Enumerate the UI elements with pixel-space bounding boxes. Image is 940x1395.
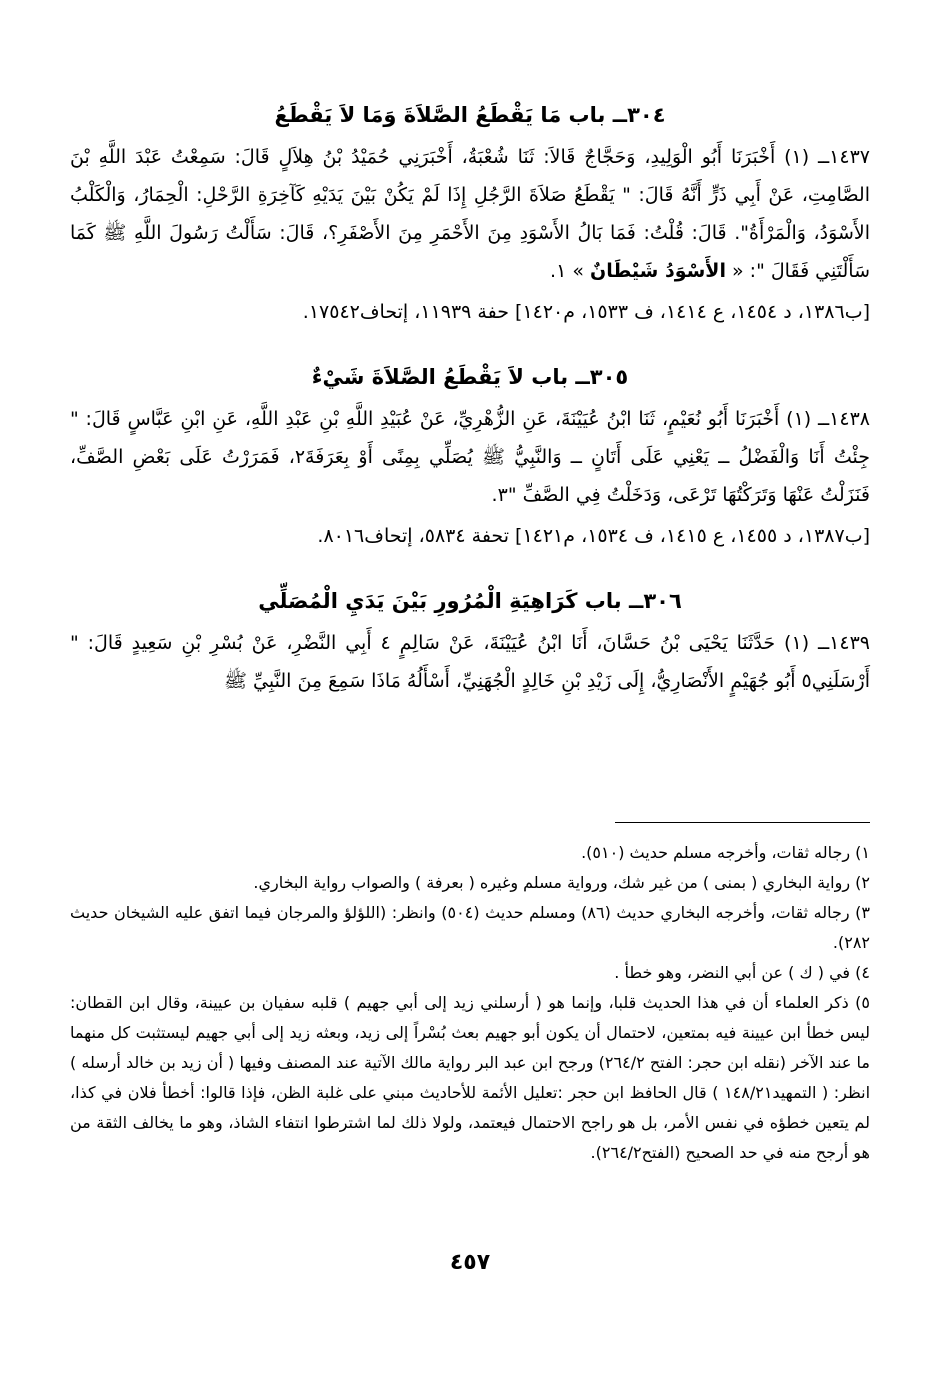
chapter-305 [70,362,870,552]
page-body [70,100,870,700]
chapter-304 [70,100,870,328]
hadith-1439 [70,624,870,700]
hadith-references: [ب١٣٨٧، د ١٤٥٥، ع ١٤١٥، ف ١٥٣٤، م١٤٢١] تحفة ٥٨٣٤، إتحاف٨٠١٦. [317,525,870,547]
hadith-1438 [70,400,870,514]
hadith-end: » ١. [550,260,584,282]
page-number: ٤٥٧ [449,1250,491,1275]
chapter-heading: ٣٠٥ــ باب لاَ يَقْطَعُ الصَّلاَةَ شَيْءٌ [311,365,629,389]
hadith-text: ١٤٣٧ــ (١) أَخْبَرَنَا أَبُو الْوَلِيدِ، وَحَجَّاجٌ قَالاَ: ثَنَا شُعْبَةُ، أَخْبَرَنِي حُمَيْدُ بْنُ هِلاَلٍ قَالَ: سَمِعْتُ عَبْدَ اللَّهِ بْنَ الصَّامِتِ، عَنْ أَبِي ذَرٍّ أَنَّهُ قَالَ: " يَقْطَعُ صَلاَةَ الرَّجُلِ إِذَا لَمْ يَكُنْ بَيْنَ يَدَيْهِ كَآخِرَةِ الرَّحْلِ: الْحِمَارُ، وَالْكَلْبُ الأَسْوَدُ، وَالْمَرْأَةُ". قَالَ: قُلْتُ: فَمَا بَالُ الأَسْوَدِ مِنَ الأَحْمَرِ مِنَ الأَصْفَرِ؟، قَالَ: سَأَلْتُ رَسُولَ اللَّهِ ﷺ كَمَا سَأَلْتَنِي فَقَالَ ": « [70,146,870,282]
footnote-3: ٣) رجاله ثقات، وأخرجه البخاري حديث (٨٦) ومسلم حديث (٥٠٤) وانظر: (اللؤلؤ والمرجان فيما اتفق عليه الشيخان حديث ٢٨٢). [70,903,870,952]
chapter-heading: ٣٠٦ــ باب كَرَاهِيَةِ الْمُرُورِ بَيْنَ يَدَيِ الْمُصَلِّي [258,589,682,613]
hadith-text: ١٤٣٩ــ (١) حَدَّثَنَا يَحْيَى بْنُ حَسَّانَ، أَنَا ابْنُ عُيَيْنَةَ، عَنْ سَالِمٍ ٤ أَبِي النَّضْرِ، عَنْ بُسْرِ بْنِ سَعِيدٍ قَالَ: " أَرْسَلَنِي٥ أَبُو جُهَيْمٍ الأَنْصَارِيُّ، إِلَى زَيْدِ بْنِ خَالِدٍ الْجُهَنِيِّ، أَسْأَلُهُ مَاذَا سَمِعَ مِنَ النَّبِيِّ ﷺ [70,632,870,692]
footnote-5: ٥) ذكر العلماء أن في هذا الحديث قلبا، وإنما هو ( أرسلني زيد إلى أبي جهيم ) قلبه سفيان بن عيينة، وقال ابن القطان: ليس خطأ ابن عيينة فيه بمتعين، لاحتمال أن يكون أبو جهيم بعث بُسْراً إلى زيد، وبعثه زيد إلى أبي جهيم ليستثبت كل منهما ما عند الآخر (نقله ابن حجر: الفتح ٢٦٤/٢) ورجح ابن عبد البر رواية مالك الآتية عند المصنف وفيها ( أن زيد بن خالد أرسله ) انظر: ( التمهيد١٤٨/٢١ ) قال الحافظ ابن حجر :تعليل الأئمة للأحاديث مبني على غلبة الظن، فإذا قالوا: أخطأ فلان في كذا، لم يتعين خطؤه في نفس الأمر، بل هو راجح الاحتمال فيعتمد، ولولا ذلك لما اشترطوا انتفاء الشاذ، وهو ما يخالف الثقة من هو أرجح منه في حد الصحيح (الفتح٢٦٤/٢). [70,993,871,1162]
hadith-emphasis: الأَسْوَدُ شَيْطَانٌ [590,260,726,282]
footnotes [70,838,870,1168]
chapter-306 [70,586,870,700]
chapter-heading: ٣٠٤ــ باب مَا يَقْطَعُ الصَّلاَةَ وَمَا لاَ يَقْطَعُ [274,103,666,127]
footnote-2: ٢) رواية البخاري ( بمنى ) من غير شك، ورواية مسلم وغيره ( بعرفة ) والصواب رواية البخاري. [253,873,870,892]
footnote-1: ١) رجاله ثقات، وأخرجه مسلم حديث (٥١٠). [581,843,870,862]
footnote-divider [615,822,870,823]
hadith-text: ١٤٣٨ــ (١) أَخْبَرَنَا أَبُو نُعَيْمٍ، ثَنَا ابْنُ عُيَيْنَةَ، عَنِ الزُّهْرِيِّ، عَنْ عُبَيْدِ اللَّهِ بْنِ عَبْدِ اللَّهِ، عَنِ ابْنِ عَبَّاسٍ قَالَ: " جِئْتُ أَنَا وَالْفَضْلُ ــ يَعْنِي عَلَى أَتَانٍ ــ وَالنَّبِيُّ ﷺ يُصَلِّي بِمِنًى أَوْ بِعَرَفَةَ٢، فَمَرَرْتُ عَلَى بَعْضِ الصَّفِّ، فَنَزَلْتُ عَنْهَا وَتَرَكْتُهَا تَرْعَى، وَدَخَلْتُ فِي الصَّفِّ "٣. [70,408,870,506]
footnote-4: ٤) في ( ك ) عن أبي النضر، وهو خطأ . [614,963,870,982]
hadith-references: [ب١٣٨٦، د ١٤٥٤، ع ١٤١٤، ف ١٥٣٣، م١٤٢٠] حفة ١١٩٣٩، إتحاف١٧٥٤٢. [302,301,870,323]
hadith-1437 [70,138,870,290]
